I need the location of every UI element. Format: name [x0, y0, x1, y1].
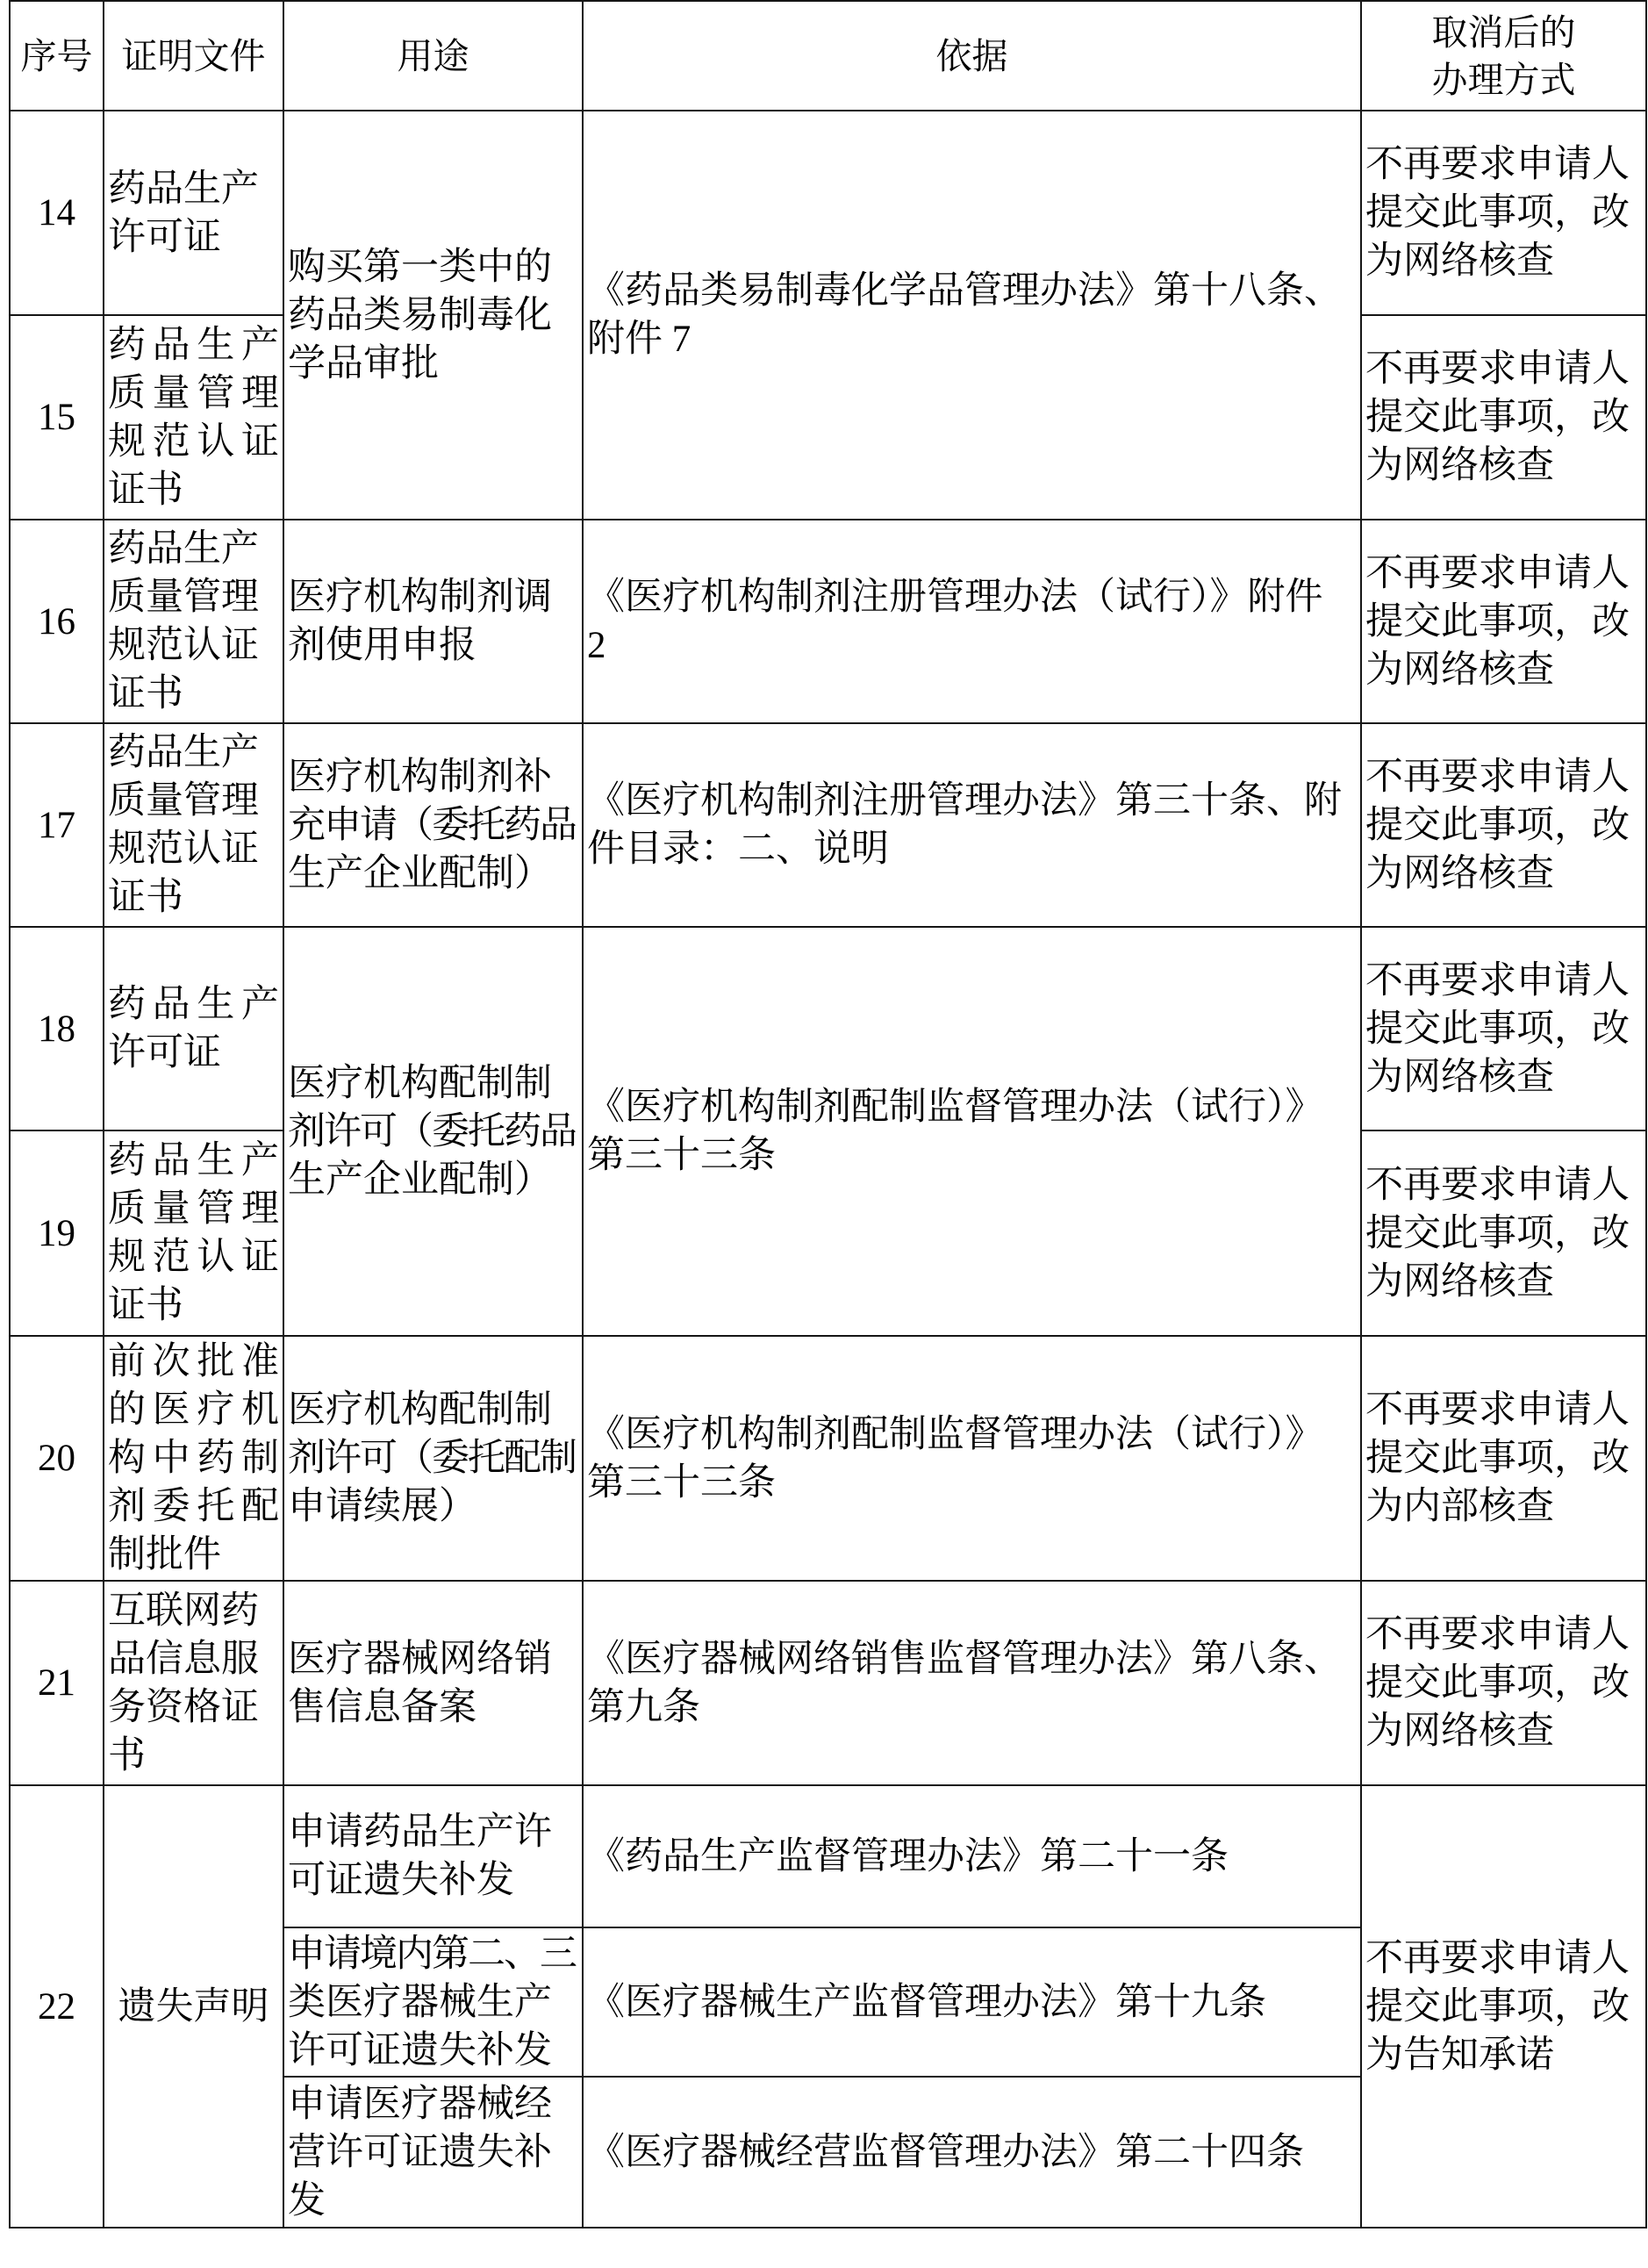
- cell-text-line: 售信息备案: [288, 1686, 476, 1728]
- cell-text-line: 不再要求申请人: [1365, 348, 1630, 390]
- cell-text-line: 提交此事项，改: [1365, 1985, 1630, 2028]
- cell-text-line: 质量管理: [108, 1188, 279, 1230]
- cell-text-line: 不再要求申请人: [1365, 756, 1630, 798]
- cell-text-line: 申请药品生产许: [288, 1812, 552, 1853]
- cell-text-line: 提交此事项，改: [1365, 600, 1630, 642]
- cell-text-line: 不再要求申请人: [1365, 1614, 1630, 1655]
- cell-method: [1361, 1581, 1646, 1785]
- cell-text-line: 学品审批: [288, 342, 439, 384]
- cell-text-line: 品信息服: [108, 1638, 259, 1680]
- cell-text-line: 生产企业配制）: [288, 852, 552, 894]
- cell-text-line: 购买第一类中的: [288, 246, 552, 288]
- cell-text-line: 件目录：二、说明: [587, 829, 889, 870]
- cell-text-line: 制批件: [108, 1534, 221, 1575]
- header-cell-method: [1361, 1, 1646, 111]
- cell-no: 15: [10, 315, 104, 520]
- cell-text-line: 证书: [108, 673, 183, 714]
- cell-method: [1361, 111, 1646, 315]
- cell-text-line: 第三十三条: [587, 1461, 776, 1504]
- cell-text-line: 许可证: [108, 1032, 221, 1073]
- cell-text-line: 提交此事项，改: [1365, 1438, 1630, 1479]
- cell-text-line: 剂许可（委托药品: [288, 1110, 576, 1152]
- cell-purpose: [283, 723, 583, 927]
- cell-method: [1361, 315, 1646, 520]
- certificate-table: [9, 0, 1647, 2229]
- cell-text-line: 为内部核查: [1365, 1486, 1554, 1527]
- cell-text-line: 第三十三条: [587, 1135, 776, 1176]
- header-cell-document: 证明文件: [104, 1, 283, 111]
- cell-text-line: 第九条: [587, 1686, 700, 1728]
- cell-text-line: 证书: [108, 1285, 183, 1326]
- cell-text-line: 药品生产: [108, 324, 279, 366]
- cell-text-line: 《医疗机构制剂注册管理办法（试行）》附件: [587, 577, 1323, 618]
- table-row: [10, 1785, 1646, 1927]
- cell-text-line: 《医疗器械经营监督管理办法》第二十四条: [587, 2131, 1304, 2173]
- cell-purpose: [283, 1785, 583, 1927]
- cell-text-line: 为网络核查: [1365, 1711, 1554, 1752]
- cell-text-line: 《医疗机构制剂注册管理办法》第三十条、附: [587, 780, 1342, 822]
- cell-document: [104, 315, 283, 520]
- cell-basis: [583, 111, 1361, 520]
- cell-text-line: 提交此事项，改: [1365, 1008, 1630, 1050]
- cell-text-line: 药品生产: [108, 528, 259, 570]
- cell-basis: [583, 723, 1361, 927]
- header-row: [10, 1, 1646, 111]
- cell-text-line: 为网络核查: [1365, 1260, 1554, 1303]
- cell-text-line: 《药品类易制毒化学品管理办法》第十八条、: [587, 270, 1342, 312]
- table-row: [10, 1581, 1646, 1785]
- cell-basis: [583, 1336, 1361, 1581]
- cell-document: [104, 111, 283, 315]
- cell-text-line: 药品生产: [108, 168, 259, 210]
- cell-document: [104, 927, 283, 1130]
- cell-text-line: 剂委托配: [108, 1486, 279, 1527]
- cell-basis: [583, 1785, 1361, 1927]
- cell-text-line: 医疗机构配制制: [288, 1389, 552, 1431]
- cell-text-line: 申请医疗器械经: [288, 2083, 552, 2125]
- cell-text-line: 规范认证: [108, 625, 259, 666]
- cell-method: [1361, 1336, 1646, 1581]
- cell-text-line: 充申请（委托药品: [288, 804, 576, 846]
- cell-text-line: 质量管理: [108, 372, 279, 414]
- cell-text-line: 证书: [108, 469, 183, 511]
- cell-purpose: [283, 1581, 583, 1785]
- cell-text-line: 提交此事项，改: [1365, 192, 1630, 233]
- cell-method: [1361, 1130, 1646, 1336]
- cell-text-line: 医疗器械网络销: [288, 1638, 552, 1680]
- cell-text-line: 规范认证: [108, 420, 279, 463]
- cell-text-line: 生产企业配制）: [288, 1159, 552, 1201]
- cell-text-line: 为网络核查: [1365, 852, 1554, 894]
- cell-text-line: 提交此事项，改: [1365, 1662, 1630, 1704]
- cell-text-line: 药品类易制毒化: [288, 294, 552, 336]
- header-cell-no: 序号: [10, 1, 104, 111]
- cell-text-line: 营许可证遗失补: [288, 2131, 552, 2173]
- cell-text-line: 发: [288, 2179, 326, 2221]
- cell-purpose: [283, 1336, 583, 1581]
- cell-text-line: 质量管理: [108, 577, 259, 618]
- cell-text-line: 书: [108, 1734, 146, 1776]
- cell-no: 16: [10, 520, 104, 723]
- cell-text-line: 药品生产: [108, 984, 279, 1025]
- cell-text-line: 《医疗机构制剂配制监督管理办法（试行）》: [587, 1087, 1323, 1128]
- cell-method: [1361, 723, 1646, 927]
- cell-text-line: 医疗机构制剂补: [288, 756, 552, 798]
- cell-basis: [583, 1927, 1361, 2077]
- cell-no: 20: [10, 1336, 104, 1581]
- cell-text-line: 不再要求申请人: [1365, 1389, 1630, 1431]
- cell-document: [104, 1581, 283, 1785]
- cell-basis: [583, 520, 1361, 723]
- cell-text-line: 许可证: [108, 216, 221, 258]
- cell-text-line: 《医疗器械生产监督管理办法》第十九条: [587, 1981, 1266, 2023]
- header-cell-purpose: 用途: [283, 1, 583, 111]
- cell-text-line: 药品生产: [108, 732, 259, 773]
- header-text-line: 办理方式: [1431, 59, 1576, 100]
- cell-text-line: 不再要求申请人: [1365, 959, 1630, 1001]
- cell-text-line: 前次批准: [108, 1341, 279, 1382]
- cell-method: [1361, 520, 1646, 723]
- cell-no: 22: [10, 1785, 104, 2228]
- cell-purpose: [283, 520, 583, 723]
- cell-no: 14: [10, 111, 104, 315]
- cell-no: 17: [10, 723, 104, 927]
- table-row: [10, 111, 1646, 315]
- cell-basis: [583, 927, 1361, 1336]
- cell-purpose: [283, 1927, 583, 2077]
- cell-no: 18: [10, 927, 104, 1130]
- header-cell-basis: 依据: [583, 1, 1361, 111]
- cell-method: [1361, 927, 1646, 1130]
- cell-text-line: 剂许可（委托配制: [288, 1438, 576, 1479]
- cell-text-line: 规范认证: [108, 829, 259, 870]
- cell-text-line: 为网络核查: [1365, 445, 1554, 486]
- cell-text-line: 为网络核查: [1365, 649, 1554, 691]
- cell-purpose: [283, 2077, 583, 2228]
- cell-text-line: 剂使用申报: [288, 625, 476, 666]
- cell-document: [104, 520, 283, 723]
- cell-text-line: 为网络核查: [1365, 240, 1554, 282]
- cell-text-line: 提交此事项，改: [1365, 397, 1630, 438]
- cell-text-line: 《医疗机构制剂配制监督管理办法（试行）》: [587, 1413, 1323, 1455]
- cell-text-line: 可证遗失补发: [288, 1860, 514, 1901]
- cell-purpose: [283, 111, 583, 520]
- cell-text-line: 医疗机构配制制: [288, 1062, 552, 1104]
- cell-text-line: 不再要求申请人: [1365, 1164, 1630, 1206]
- header-text-line: 取消后的: [1431, 11, 1576, 53]
- cell-text-line: 务资格证: [108, 1686, 259, 1728]
- cell-text-line: 互联网药: [108, 1590, 259, 1632]
- cell-no: 19: [10, 1130, 104, 1336]
- table-row: [10, 927, 1646, 1130]
- cell-no: 21: [10, 1581, 104, 1785]
- cell-text-line: 2: [587, 625, 606, 666]
- cell-text-line: 《医疗器械网络销售监督管理办法》第八条、: [587, 1638, 1342, 1680]
- cell-basis: [583, 1581, 1361, 1785]
- cell-document: [104, 1785, 283, 2228]
- cell-text-line: 不再要求申请人: [1365, 144, 1630, 185]
- table-row: [10, 723, 1646, 927]
- cell-text-line: 《药品生产监督管理办法》第二十一条: [587, 1835, 1229, 1877]
- cell-text-line: 不再要求申请人: [1365, 552, 1630, 594]
- cell-text-line: 提交此事项，改: [1365, 804, 1630, 846]
- cell-document: [104, 723, 283, 927]
- cell-method: [1361, 1785, 1646, 2228]
- cell-text-line: 提交此事项，改: [1365, 1212, 1630, 1254]
- cell-text-line: 遗失声明: [118, 1985, 269, 2028]
- table-row: [10, 1336, 1646, 1581]
- cell-document: [104, 1336, 283, 1581]
- cell-text-line: 不再要求申请人: [1365, 1937, 1630, 1979]
- cell-text-line: 许可证遗失补发: [288, 2029, 552, 2071]
- cell-text-line: 证书: [108, 877, 183, 918]
- cell-text-line: 药品生产: [108, 1140, 279, 1181]
- cell-purpose: [283, 927, 583, 1336]
- cell-text-line: 质量管理: [108, 780, 259, 822]
- cell-text-line: 构中药制: [108, 1438, 279, 1479]
- cell-text-line: 的医疗机: [108, 1389, 279, 1431]
- cell-text-line: 申请境内第二、三: [288, 1933, 576, 1975]
- cell-text-line: 附件 7: [587, 319, 691, 360]
- cell-text-line: 为网络核查: [1365, 1056, 1554, 1098]
- cell-text-line: 医疗机构制剂调: [288, 577, 552, 618]
- cell-text-line: 为告知承诺: [1365, 2034, 1554, 2076]
- table-row: [10, 520, 1646, 723]
- cell-basis: [583, 2077, 1361, 2228]
- cell-text-line: 类医疗器械生产: [288, 1981, 552, 2023]
- cell-document: [104, 1130, 283, 1336]
- cell-text-line: 申请续展）: [288, 1486, 476, 1527]
- cell-text-line: 规范认证: [108, 1237, 279, 1278]
